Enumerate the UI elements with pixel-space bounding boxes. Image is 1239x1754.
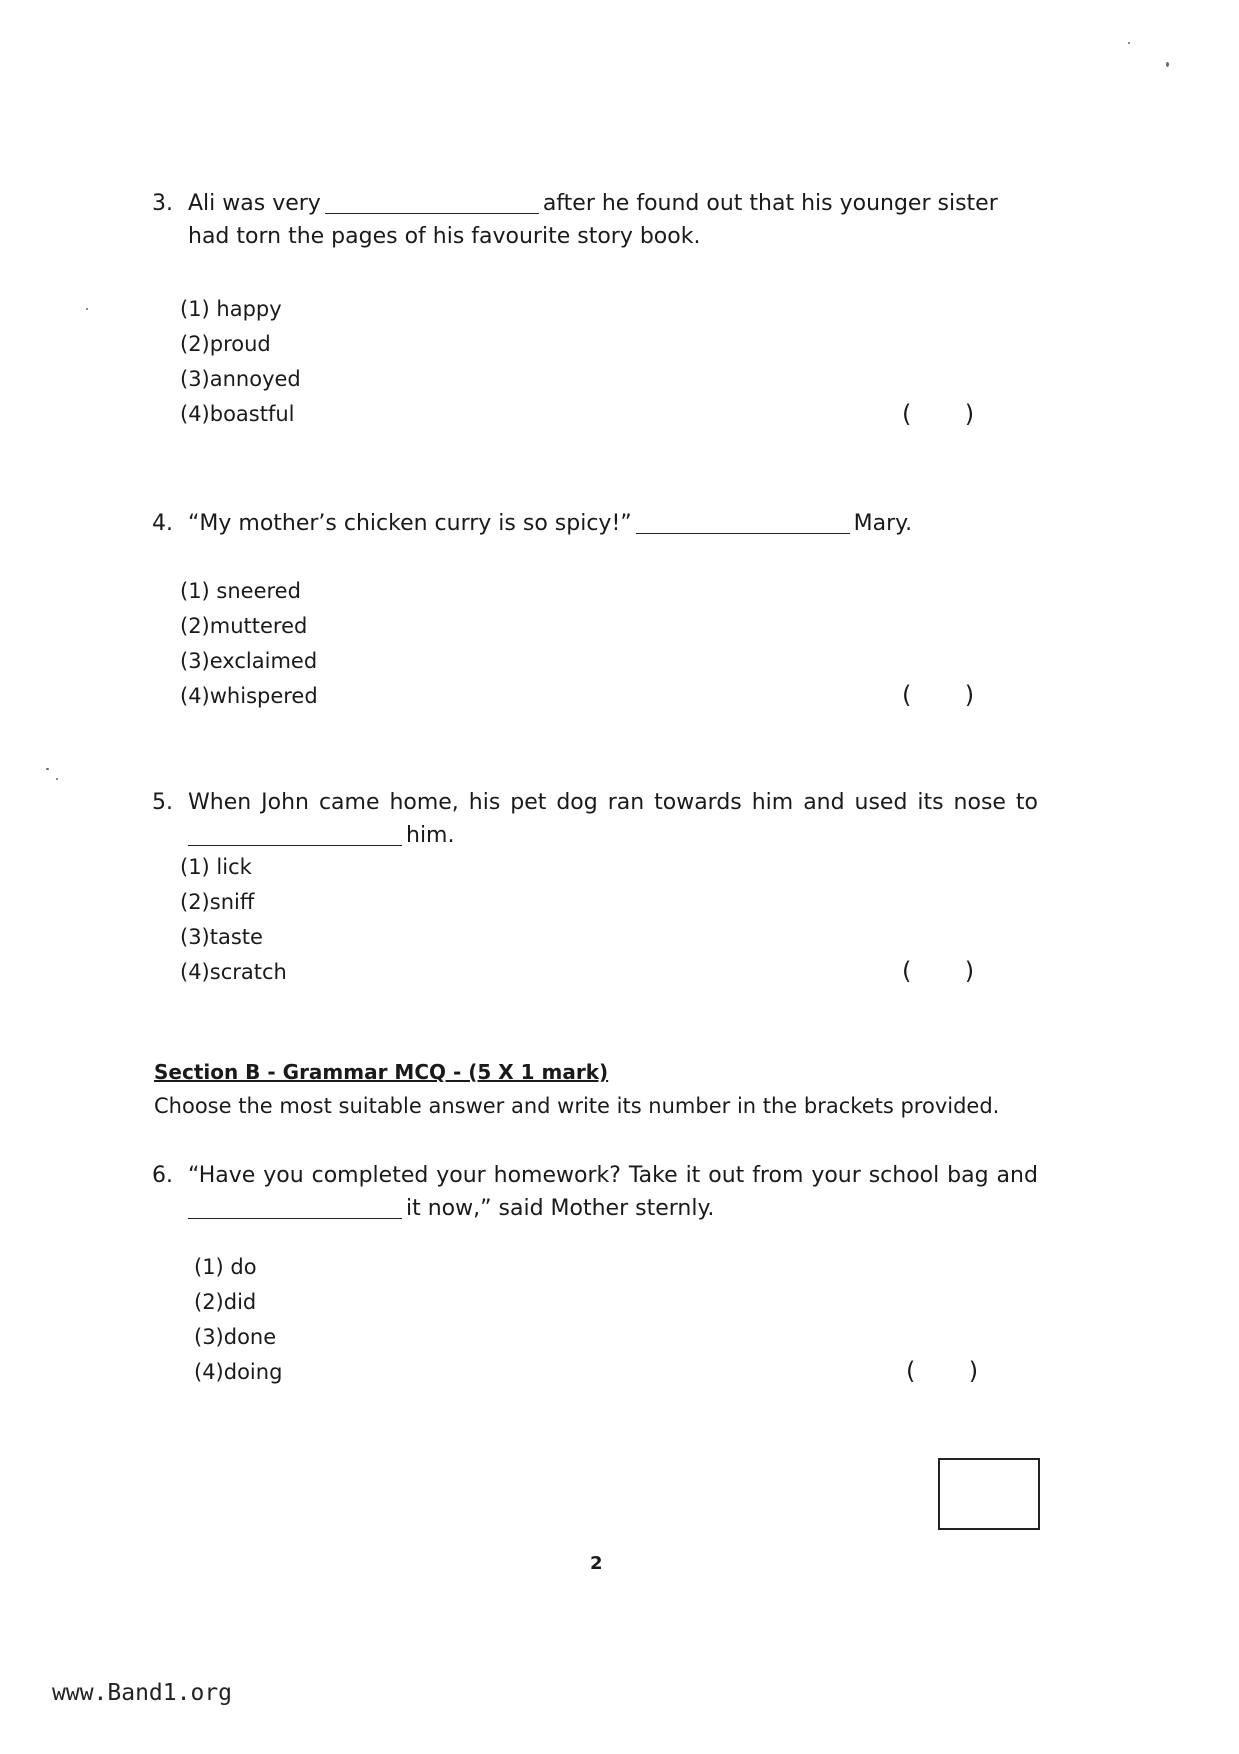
option: (4)whispered <box>180 684 318 708</box>
word: to <box>1015 790 1038 815</box>
scan-speck <box>1128 42 1130 44</box>
section-instruction: Choose the most suitable answer and write its number in the brackets provided. <box>154 1094 1000 1118</box>
word: homework? <box>493 1163 621 1188</box>
answer-blank <box>325 191 539 214</box>
word: towards <box>654 790 742 815</box>
word: came <box>318 790 380 815</box>
options-4 <box>180 574 318 714</box>
question-text: after he found out that his younger sister <box>542 191 998 216</box>
option: (3)exclaimed <box>180 649 318 673</box>
word: and <box>803 790 845 815</box>
option: (3)done <box>194 1325 277 1349</box>
question-number: 4. <box>152 511 173 536</box>
question-text <box>188 786 1038 819</box>
section-title: Section B - Grammar MCQ - (5 X 1 mark) <box>154 1060 609 1084</box>
word: its <box>917 790 944 815</box>
word: pet <box>510 790 547 815</box>
answer-brackets[interactable]: ( ) <box>906 1357 979 1385</box>
word: out <box>708 1163 745 1188</box>
question-3 <box>152 187 1042 253</box>
word: you <box>263 1163 304 1188</box>
answer-blank <box>188 1196 402 1219</box>
word: him <box>751 790 794 815</box>
question-6 <box>152 1159 1038 1225</box>
answer-brackets[interactable]: ( ) <box>902 400 975 428</box>
word: his <box>468 790 501 815</box>
question-number: 6. <box>152 1163 173 1188</box>
question-text: Ali was very <box>188 191 321 216</box>
scan-speck <box>1166 62 1169 67</box>
scan-speck <box>46 768 49 770</box>
word: home, <box>389 790 459 815</box>
word: your <box>436 1163 486 1188</box>
question-text <box>188 1159 1038 1192</box>
word: Take <box>628 1163 678 1188</box>
score-box[interactable] <box>938 1458 1040 1530</box>
question-4 <box>152 507 1042 540</box>
option: (2)did <box>194 1290 257 1314</box>
options-5 <box>180 850 287 990</box>
question-number: 3. <box>152 191 173 216</box>
footer-url: www.Band1.org <box>52 1680 233 1706</box>
word: school <box>868 1163 940 1188</box>
word: your <box>811 1163 861 1188</box>
answer-blank <box>188 823 402 846</box>
option: (1) do <box>194 1255 257 1279</box>
option: (4)doing <box>194 1360 283 1384</box>
question-text: had torn the pages of his favourite story book. <box>188 224 701 249</box>
option: (1) sneered <box>180 579 301 603</box>
options-3 <box>180 292 301 432</box>
answer-blank <box>636 511 850 534</box>
word: John <box>261 790 309 815</box>
word: dog <box>556 790 598 815</box>
option: (1) happy <box>180 297 282 321</box>
option: (4)boastful <box>180 402 295 426</box>
word: When <box>188 790 252 815</box>
option: (3)taste <box>180 925 263 949</box>
question-number: 5. <box>152 790 173 815</box>
option: (4)scratch <box>180 960 287 984</box>
word: bag <box>947 1163 989 1188</box>
answer-brackets[interactable]: ( ) <box>902 957 975 985</box>
word: it <box>685 1163 701 1188</box>
word: completed <box>311 1163 429 1188</box>
question-text: “My mother’s chicken curry is so spicy!” <box>188 511 632 536</box>
page-number: 2 <box>590 1553 603 1574</box>
answer-brackets[interactable]: ( ) <box>902 681 975 709</box>
option: (1) lick <box>180 855 252 879</box>
options-6 <box>194 1250 282 1390</box>
word: from <box>752 1163 804 1188</box>
word: and <box>996 1163 1038 1188</box>
option: (3)annoyed <box>180 367 301 391</box>
question-text: Mary. <box>853 511 913 536</box>
word: nose <box>953 790 1006 815</box>
option: (2)sniff <box>180 890 255 914</box>
word: used <box>854 790 908 815</box>
question-text: him. <box>406 823 455 848</box>
word: ran <box>607 790 645 815</box>
scan-speck <box>56 778 58 780</box>
option: (2)proud <box>180 332 271 356</box>
scan-speck <box>86 308 88 310</box>
question-text: it now,” said Mother sternly. <box>406 1196 715 1221</box>
question-5 <box>152 786 1038 852</box>
option: (2)muttered <box>180 614 308 638</box>
word: “Have <box>188 1163 256 1188</box>
